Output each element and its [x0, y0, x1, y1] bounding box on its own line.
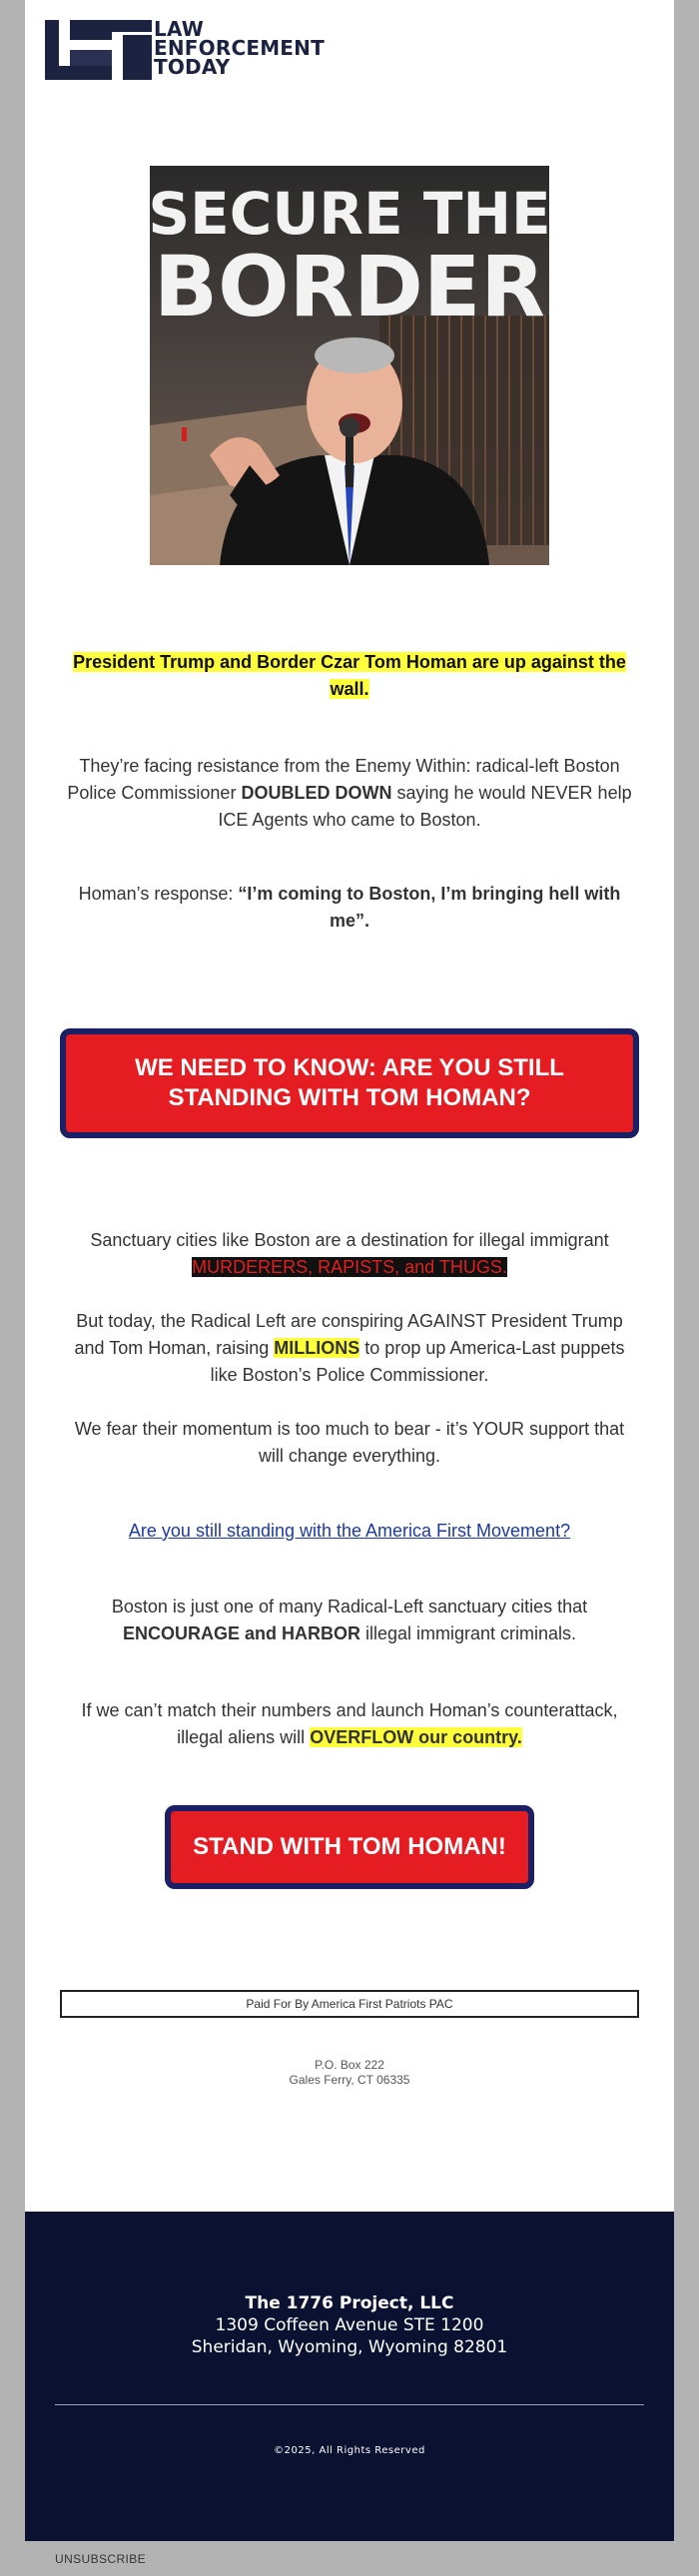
momentum-paragraph [65, 1416, 634, 1470]
sanctuary-paragraph [65, 1227, 634, 1281]
america-first-link[interactable]: Are you still standing with the America First Movement? [128, 1521, 571, 1541]
conspiring-paragraph [65, 1308, 634, 1389]
footer-street: 1309 Coffeen Avenue STE 1200 [215, 2315, 484, 2335]
footer-company: The 1776 Project, LLC [245, 2293, 454, 2313]
footer-company-block [25, 2292, 674, 2358]
paid-for-disclaimer [60, 1990, 639, 2018]
footer [25, 2212, 674, 2541]
cta1-label: WE NEED TO KNOW: ARE YOU STILL STANDING WITH TOM HOMAN? [135, 1054, 564, 1111]
response-quote: “I’m coming to Boston, I’m bringing hell with me”. [238, 884, 621, 931]
address-line-2: Gales Ferry, CT 06335 [289, 2073, 410, 2087]
resistance-text-c: saying he would NEVER help ICE Agents who came to Boston. [218, 783, 632, 830]
sanctuary-red-highlight: MURDERERS, RAPISTS, and THUGS. [192, 1257, 507, 1277]
mailing-address [60, 2058, 639, 2088]
intro-paragraph [65, 649, 634, 703]
stand-with-homan-question-button[interactable] [60, 1028, 639, 1138]
address-line-1: P.O. Box 222 [315, 2058, 384, 2072]
hero-title-line-1: SECURE THE [150, 180, 549, 248]
footer-city: Sheridan, Wyoming, Wyoming 82801 [191, 2337, 508, 2357]
overflow-highlight: OVERFLOW our country. [310, 1727, 522, 1747]
response-paragraph [65, 881, 634, 935]
footer-divider [55, 2404, 644, 2405]
america-first-link-row [65, 1518, 634, 1545]
logo-line-2: ENFORCEMENT [154, 36, 325, 60]
hero-image[interactable] [150, 166, 549, 565]
stand-with-homan-button[interactable] [165, 1805, 534, 1889]
logo-line-3: TODAY [154, 55, 231, 79]
email-card [25, 0, 674, 2212]
millions-highlight: MILLIONS [274, 1338, 360, 1358]
logo-line-1: LAW [154, 17, 204, 41]
logo-text [154, 17, 325, 79]
brand-logo[interactable] [45, 17, 325, 80]
paid-for-text: Paid For By America First Patriots PAC [246, 1997, 453, 2011]
harbor-text-a: Boston is just one of many Radical-Left sanctuary cities that [111, 1597, 588, 1616]
unsubscribe-link[interactable]: UNSUBSCRIBE [55, 2552, 147, 2566]
resistance-text-a: They’re facing resistance from the Enemy Within: radical-left Boston Police Commissioner [67, 756, 620, 803]
resistance-paragraph [65, 753, 634, 834]
harbor-paragraph [65, 1594, 634, 1647]
conspiring-text-c: to prop up America-Last puppets like Boston’s Police Commissioner. [210, 1338, 625, 1385]
harbor-emphasis: ENCOURAGE and HARBOR [122, 1623, 360, 1643]
logo-mark-icon [45, 20, 152, 80]
sanctuary-text-a: Sanctuary cities like Boston are a destination for illegal immigrant [90, 1230, 609, 1250]
response-text-a: Homan’s response: [78, 884, 239, 904]
momentum-text: We fear their momentum is too much to bear - it’s YOUR support that will change everything. [74, 1419, 625, 1466]
intro-highlight: President Trump and Border Czar Tom Homan are up against the wall. [73, 652, 626, 699]
footer-copyright: ©2025, All Rights Reserved [274, 2445, 425, 2456]
resistance-emphasis: DOUBLED DOWN [241, 783, 392, 803]
overflow-text-a: If we can’t match their numbers and launch Homan’s counterattack, illegal aliens will [81, 1700, 618, 1747]
hero-title-line-2: BORDER [154, 238, 545, 335]
cta2-label: STAND WITH TOM HOMAN! [193, 1833, 506, 1860]
conspiring-text-a: But today, the Radical Left are conspiring AGAINST President Trump and Tom Homan, raising [74, 1311, 623, 1358]
overflow-paragraph [65, 1697, 634, 1751]
harbor-text-c: illegal immigrant criminals. [359, 1623, 577, 1643]
